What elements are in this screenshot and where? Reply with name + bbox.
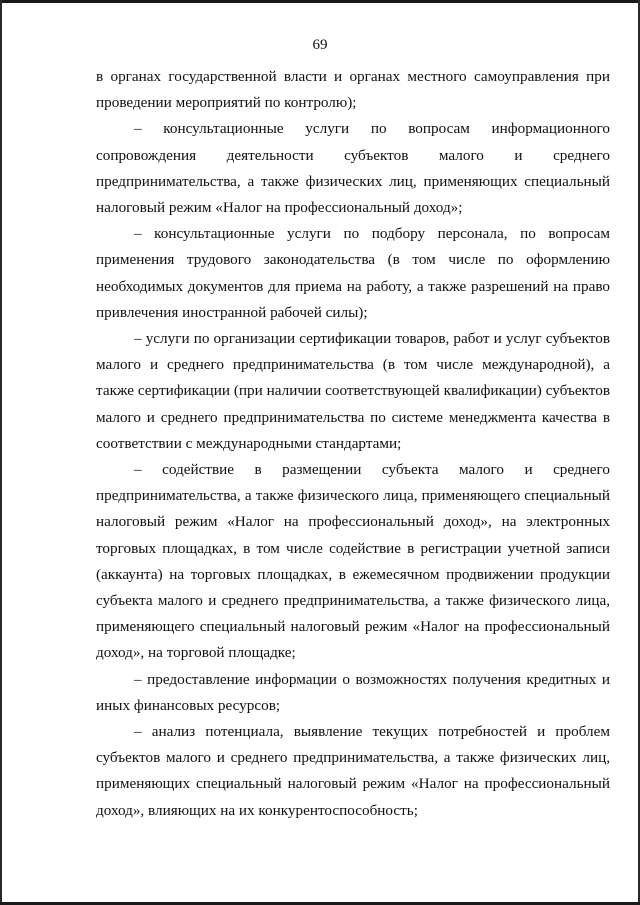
document-body (96, 64, 610, 824)
scan-border-top (0, 0, 640, 3)
paragraph-continuation: в органах государственной власти и органах местного самоуправления при проведении мероприятий по контролю); (96, 68, 610, 112)
list-item-personnel-consulting: – консультационные услуги по подбору персонала, по вопросам применения трудового законодательства (в том числе по оформлению необходимых документов для приема на работу, а также разрешений на право привлечения иностранной рабочей силы); (96, 225, 610, 321)
list-item-information-support: – консультационные услуги по вопросам информационного сопровождения деятельности субъектов малого и среднего предпринимательства, а также физических лиц, применяющих специальный налоговый режим «Налог на профессиональный доход»; (96, 120, 610, 217)
list-item-certification: – услуги по организации сертификации товаров, работ и услуг субъектов малого и среднего предпринимательства (в том числе международной), а также сертификации (при наличии соответствующей квалификации) субъектов малого и среднего предпринимательства по системе менеджмента качества в соответствии с международными стандартами; (96, 330, 610, 452)
list-item-marketplace-placement: – содействие в размещении субъекта малого и среднего предпринимательства, а также физического лица, применяющего специальный налоговый режим «Налог на профессиональный доход», на электронных торговых площадках, в том числе содействие в регистрации учетной записи (аккаунта) на торговых площадках, в ежемесячном продвижении продукции субъекта малого и среднего предпринимательства, а также физического лица, применяющего специальный налоговый режим «Налог на профессиональный доход», на торговой площадке; (96, 461, 610, 662)
list-item-potential-analysis: – анализ потенциала, выявление текущих потребностей и проблем субъектов малого и среднего предпринимательства, а также физических лиц, применяющих специальный налоговый режим «Налог на профессиональный доход», влияющих на их конкурентоспособность; (96, 723, 610, 819)
page-number: 69 (312, 37, 328, 53)
list-item-financial-resources: – предоставление информации о возможностях получения кредитных и иных финансовых ресурсов; (96, 670, 610, 714)
scan-border-left (0, 0, 2, 905)
